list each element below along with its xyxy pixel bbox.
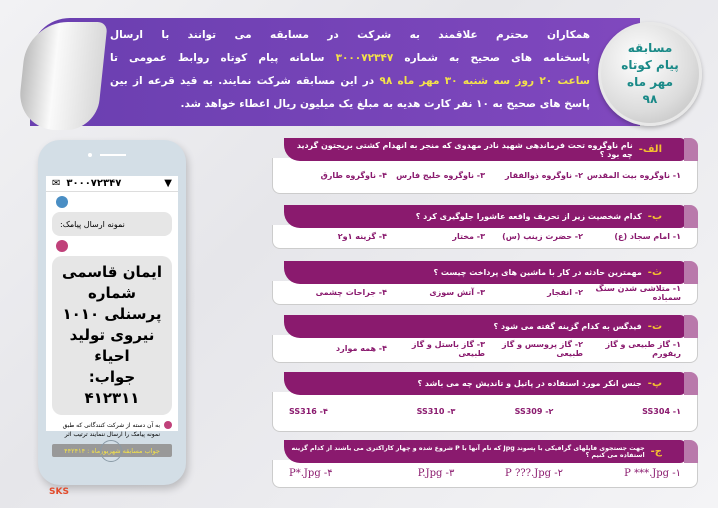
option: ۴- ناوگروه طارق (320, 171, 387, 180)
note-text: به آن دسته از شرکت کنندگانی که طبق نمونه پیامک را ارسال ننمایند ترتیب اثر (62, 422, 160, 438)
option: P ***.Jpg -۱ (624, 468, 681, 479)
question-card (272, 138, 698, 194)
options (272, 460, 698, 488)
option: ۴- گزینه ۱و۲ (337, 232, 387, 241)
question-header (284, 261, 686, 284)
question-card (272, 440, 698, 488)
option: SS316 -۴ (289, 407, 328, 416)
question-card (272, 372, 698, 432)
question-letter: ج- (650, 446, 662, 457)
option: SS309 -۲ (514, 407, 554, 416)
note (52, 421, 172, 439)
options (272, 392, 698, 432)
options (272, 281, 698, 305)
option: P.Jpg -۳ (417, 468, 455, 479)
phone-mockup (38, 140, 186, 485)
previous-answer: جواب مسابقه شهریورماه : ۴۴۲۴۱۴ (52, 444, 172, 457)
options (272, 335, 698, 363)
question-header (284, 372, 686, 395)
question-text: مهمترین حادثه در کار با ماشین های پرداخت چیست ؟ (433, 268, 642, 277)
option: ۳- آتش سوزی (429, 288, 485, 297)
badge-line: پیام کوتاه (621, 58, 679, 72)
option: ۲- حضرت زینب (س) (502, 232, 583, 241)
intro-line: همکاران محترم علاقمند به شرکت در مسابقه می توانند با ارسال (110, 29, 590, 41)
sender-number: ۳۰۰۰۷۲۳۴۷ (66, 178, 122, 189)
sample-line: شماره پرسنلی ۱۰۱۰ (62, 284, 162, 323)
question-letter: ب- (647, 211, 662, 222)
option: ۱- امام سجاد (ع) (614, 232, 681, 241)
option: ۳- مختار (452, 232, 485, 241)
options (272, 158, 698, 194)
intro-line: پاسخ های صحیح به ۱۰ نفر کارت هدیه به مبلغ یک میلیون ریال اعطاء خواهد شد. (180, 98, 590, 110)
intro-text-part: سامانه پیام کوتاه روابط عمومی تا (110, 52, 325, 64)
contest-badge (598, 22, 702, 126)
sample-line: نیروی تولید احیاء (69, 326, 155, 365)
intro-line (110, 47, 590, 70)
option: P ???.Jpg -۲ (505, 468, 563, 479)
options (272, 225, 698, 249)
signal-icon: ▼ (164, 178, 172, 189)
option: ۱- گاز طبیعی و گاز ریفورم (605, 339, 681, 358)
intro-line (110, 70, 590, 93)
question-text: جنس انکر مورد استفاده در پاتیل و تاندیش چه می باشد ؟ (417, 379, 642, 388)
option: ۲- گاز پروسس و گاز طبیعی (502, 339, 583, 358)
question-text: فیدگس به کدام گزینه گفته می شود ؟ (493, 322, 642, 331)
question-text: کدام شخصیت زیر از تحریف واقعه عاشورا جلوگیری کرد ؟ (415, 212, 642, 221)
badge-line: مهر ماه (627, 75, 674, 89)
sks-logo: SKS (49, 487, 69, 497)
option: ۲- انفجار (547, 288, 583, 297)
sms-header (46, 176, 178, 192)
option: SS304 -۱ (642, 407, 681, 416)
envelope-icon: ✉ (52, 178, 61, 189)
question-letter: پ- (647, 378, 662, 389)
question-text: نام ناوگروه تحت فرماندهی شهید نادر مهدوی که منجر به انهدام کشتی بریجتون گردید چه بود ؟ (296, 140, 633, 159)
option: ۲- ناوگروه ذوالفقار (504, 171, 583, 180)
option: ۳- ناوگروه خلیج فارس (396, 171, 485, 180)
option: P*.Jpg -۴ (289, 468, 333, 479)
option: SS310 -۳ (416, 407, 456, 416)
question-card (272, 205, 698, 249)
home-button (100, 440, 122, 462)
badge-line: مسابقه (627, 41, 673, 55)
question-letter: الف- (638, 144, 662, 155)
phone-screen (46, 176, 178, 455)
question-card (272, 261, 698, 305)
option: ۳- گاز باستل و گاز طبیعی (411, 339, 485, 358)
option: ۱- ناوگروه بیت المقدس (586, 171, 681, 180)
sms-number: ۳۰۰۰۷۲۳۴۷ (335, 52, 394, 64)
message-bubble: نمونه ارسال پیامک: (52, 212, 172, 236)
sample-line: جواب: ۴۱۲۳۱۱ (84, 368, 140, 407)
option: ۴- جراحات چشمی (315, 288, 387, 297)
paper-curl-decoration (16, 22, 107, 130)
question-letter: ت- (647, 321, 662, 332)
speaker-icon (100, 154, 126, 156)
question-letter: ث- (647, 267, 662, 278)
deadline: ساعت ۲۰ روز سه شنبه ۳۰ مهر ماه ۹۸ (379, 75, 591, 87)
badge-line: ۹۸ (642, 92, 658, 106)
question-header (284, 205, 686, 228)
sample-line: ایمان قاسمی (62, 263, 162, 281)
question-header (284, 138, 686, 161)
camera-icon (88, 153, 92, 157)
user-avatar-icon (56, 240, 68, 252)
sample-message (52, 256, 172, 415)
bullet-icon (164, 421, 172, 429)
question-text: جهت جستجوی فایلهای گرافیکی با پسوند Jpg که نام آنها با P شروع شده و چهار کاراکتری می باشند از کدام گزینه استفاده می کنیم ؟ (291, 444, 645, 459)
question-header (284, 440, 686, 463)
intro-text (110, 24, 590, 116)
intro-text-part: پاسخنامه های صحیح به شماره (404, 52, 591, 64)
option: ۴- همه موارد (336, 344, 387, 353)
user-avatar-icon (56, 196, 68, 208)
question-card (272, 315, 698, 363)
option: ۱- متلاشی شدن سنگ سمباده (595, 283, 681, 302)
intro-text-part: در این مسابقه شرکت نمایند. به قید قرعه از بین (110, 75, 375, 87)
question-header (284, 315, 686, 338)
